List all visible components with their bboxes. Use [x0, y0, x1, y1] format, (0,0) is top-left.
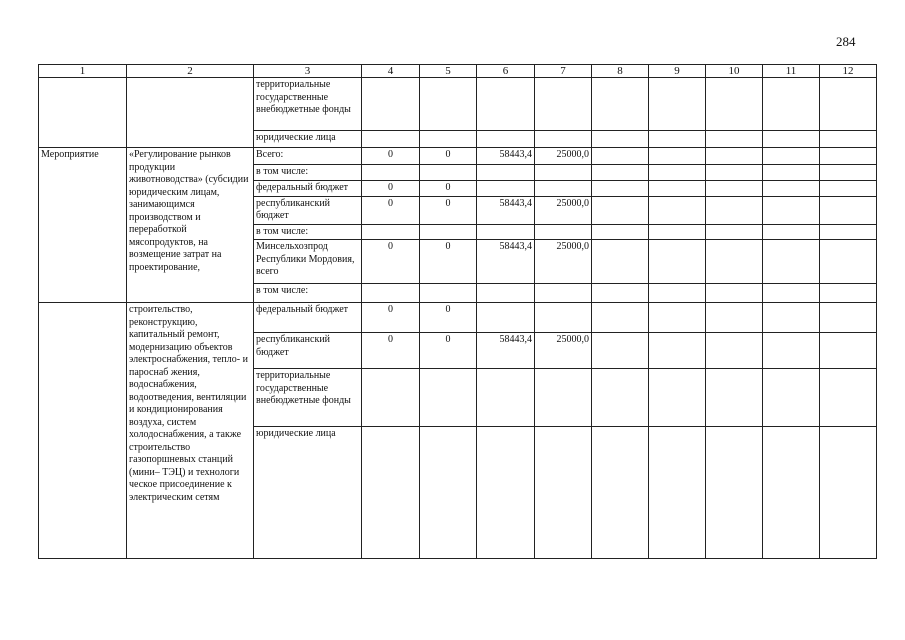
- empty-cell: [592, 284, 649, 303]
- value-cell: 58443,4: [477, 240, 535, 284]
- empty-cell: [706, 240, 763, 284]
- empty-cell: [535, 78, 592, 131]
- value-cell: 25000,0: [535, 196, 592, 224]
- row-label: юридические лица: [254, 427, 362, 559]
- value-cell: 0: [362, 333, 420, 369]
- empty-cell: [477, 224, 535, 240]
- empty-cell: [649, 369, 706, 427]
- empty-cell: [477, 78, 535, 131]
- empty-cell: [820, 240, 877, 284]
- value-cell: 0: [362, 240, 420, 284]
- activity-description: строительство, реконструкцию, капитальный ремонт, модернизацию объектов электроснабжения, тепло- и пароснаб жения, водоснабжения, водоотведения, вентиляции и кондиционирования воздуха, систем холодоснабжения, а также строительство газопоршневых станций (мини– ТЭЦ) и технологи ческое присоединение к электрическим сетям: [127, 303, 254, 559]
- empty-cell: [706, 165, 763, 181]
- empty-cell: [820, 303, 877, 333]
- empty-cell: [706, 427, 763, 559]
- empty-cell: [535, 369, 592, 427]
- value-cell: 58443,4: [477, 148, 535, 165]
- empty-cell: [362, 224, 420, 240]
- value-cell: 0: [420, 196, 477, 224]
- header-col-10: 10: [706, 65, 763, 78]
- header-col-3: 3: [254, 65, 362, 78]
- header-col-11: 11: [763, 65, 820, 78]
- value-cell: 0: [362, 148, 420, 165]
- empty-cell: [820, 224, 877, 240]
- empty-cell: [592, 78, 649, 131]
- empty-cell: [820, 369, 877, 427]
- empty-cell: [649, 78, 706, 131]
- empty-cell: [706, 369, 763, 427]
- empty-cell: [592, 369, 649, 427]
- empty-cell: [535, 165, 592, 181]
- header-col-12: 12: [820, 65, 877, 78]
- cell-empty: [39, 78, 127, 148]
- empty-cell: [477, 427, 535, 559]
- empty-cell: [820, 148, 877, 165]
- header-col-7: 7: [535, 65, 592, 78]
- empty-cell: [649, 303, 706, 333]
- empty-cell: [763, 224, 820, 240]
- header-col-1: 1: [39, 65, 127, 78]
- empty-cell: [820, 284, 877, 303]
- value-cell: 0: [420, 303, 477, 333]
- empty-cell: [420, 131, 477, 148]
- empty-cell: [592, 333, 649, 369]
- empty-cell: [477, 284, 535, 303]
- cell-empty: [127, 78, 254, 148]
- header-col-4: 4: [362, 65, 420, 78]
- empty-cell: [763, 180, 820, 196]
- empty-cell: [649, 131, 706, 148]
- empty-cell: [649, 427, 706, 559]
- empty-cell: [535, 180, 592, 196]
- empty-cell: [649, 240, 706, 284]
- row-label: в том числе:: [254, 284, 362, 303]
- empty-cell: [362, 165, 420, 181]
- empty-cell: [706, 148, 763, 165]
- empty-cell: [592, 165, 649, 181]
- empty-cell: [535, 131, 592, 148]
- empty-cell: [763, 165, 820, 181]
- empty-cell: [820, 333, 877, 369]
- empty-cell: [820, 165, 877, 181]
- row-label: в том числе:: [254, 224, 362, 240]
- empty-cell: [706, 284, 763, 303]
- value-cell: 58443,4: [477, 196, 535, 224]
- row-label: Минсельхозпрод Республики Мордовия, всего: [254, 240, 362, 284]
- row-label: федеральный бюджет: [254, 303, 362, 333]
- empty-cell: [649, 148, 706, 165]
- empty-cell: [649, 165, 706, 181]
- empty-cell: [763, 303, 820, 333]
- value-cell: 0: [362, 180, 420, 196]
- empty-cell: [477, 165, 535, 181]
- financing-table: [38, 64, 877, 559]
- activity-type: Мероприятие: [39, 148, 127, 303]
- empty-cell: [420, 78, 477, 131]
- empty-cell: [535, 303, 592, 333]
- empty-cell: [535, 224, 592, 240]
- empty-cell: [763, 196, 820, 224]
- empty-cell: [706, 224, 763, 240]
- empty-cell: [477, 369, 535, 427]
- value-cell: 58443,4: [477, 333, 535, 369]
- empty-cell: [649, 180, 706, 196]
- empty-cell: [706, 303, 763, 333]
- value-cell: 25000,0: [535, 240, 592, 284]
- empty-cell: [763, 148, 820, 165]
- row-label: республиканский бюджет: [254, 196, 362, 224]
- value-cell: 0: [362, 303, 420, 333]
- empty-cell: [820, 427, 877, 559]
- page-number: 284: [836, 34, 856, 49]
- empty-cell: [592, 240, 649, 284]
- empty-cell: [420, 427, 477, 559]
- empty-cell: [362, 427, 420, 559]
- empty-cell: [820, 196, 877, 224]
- header-row: [39, 65, 877, 78]
- empty-cell: [649, 333, 706, 369]
- value-cell: 0: [362, 196, 420, 224]
- header-col-2: 2: [127, 65, 254, 78]
- activity-description: «Регулирование рынков продукции животноводства» (субсидии юридическим лицам, занимающимся производством и переработкой мясопродуктов, на возмещение затрат на проектирование,: [127, 148, 254, 303]
- empty-cell: [763, 333, 820, 369]
- value-cell: 25000,0: [535, 333, 592, 369]
- empty-cell: [706, 333, 763, 369]
- empty-cell: [820, 180, 877, 196]
- empty-cell: [763, 240, 820, 284]
- value-cell: 0: [420, 180, 477, 196]
- row-label: в том числе:: [254, 165, 362, 181]
- empty-cell: [649, 284, 706, 303]
- empty-cell: [535, 284, 592, 303]
- row-label: Всего:: [254, 148, 362, 165]
- empty-cell: [477, 180, 535, 196]
- empty-cell: [763, 284, 820, 303]
- empty-cell: [592, 148, 649, 165]
- empty-cell: [763, 78, 820, 131]
- empty-cell: [592, 180, 649, 196]
- empty-cell: [706, 131, 763, 148]
- empty-cell: [592, 303, 649, 333]
- table-row: [39, 78, 877, 131]
- empty-cell: [420, 224, 477, 240]
- empty-cell: [592, 224, 649, 240]
- empty-cell: [649, 224, 706, 240]
- empty-cell: [362, 284, 420, 303]
- empty-cell: [706, 196, 763, 224]
- empty-cell: [592, 196, 649, 224]
- empty-cell: [706, 78, 763, 131]
- empty-cell: [706, 180, 763, 196]
- empty-cell: [535, 427, 592, 559]
- empty-cell: [362, 131, 420, 148]
- empty-cell: [820, 78, 877, 131]
- empty-cell: [420, 284, 477, 303]
- empty-cell: [763, 131, 820, 148]
- empty-cell: [592, 131, 649, 148]
- header-col-6: 6: [477, 65, 535, 78]
- value-cell: 0: [420, 240, 477, 284]
- row-label: федеральный бюджет: [254, 180, 362, 196]
- row-label: территориальные государственные внебюджетные фонды: [254, 369, 362, 427]
- empty-cell: [820, 131, 877, 148]
- header-col-5: 5: [420, 65, 477, 78]
- empty-cell: [362, 78, 420, 131]
- empty-cell: [420, 369, 477, 427]
- header-col-8: 8: [592, 65, 649, 78]
- value-cell: 0: [420, 333, 477, 369]
- empty-cell: [477, 303, 535, 333]
- empty-cell: [477, 131, 535, 148]
- header-col-9: 9: [649, 65, 706, 78]
- row-label: территориальные государственные внебюджетные фонды: [254, 78, 362, 131]
- row-label: республиканский бюджет: [254, 333, 362, 369]
- empty-cell: [649, 196, 706, 224]
- empty-cell: [420, 165, 477, 181]
- value-cell: 0: [420, 148, 477, 165]
- table-row: [39, 303, 877, 333]
- row-label: юридические лица: [254, 131, 362, 148]
- empty-cell: [592, 427, 649, 559]
- table-row: [39, 148, 877, 165]
- value-cell: 25000,0: [535, 148, 592, 165]
- empty-cell: [763, 369, 820, 427]
- empty-cell: [362, 369, 420, 427]
- cell-empty: [39, 303, 127, 559]
- empty-cell: [763, 427, 820, 559]
